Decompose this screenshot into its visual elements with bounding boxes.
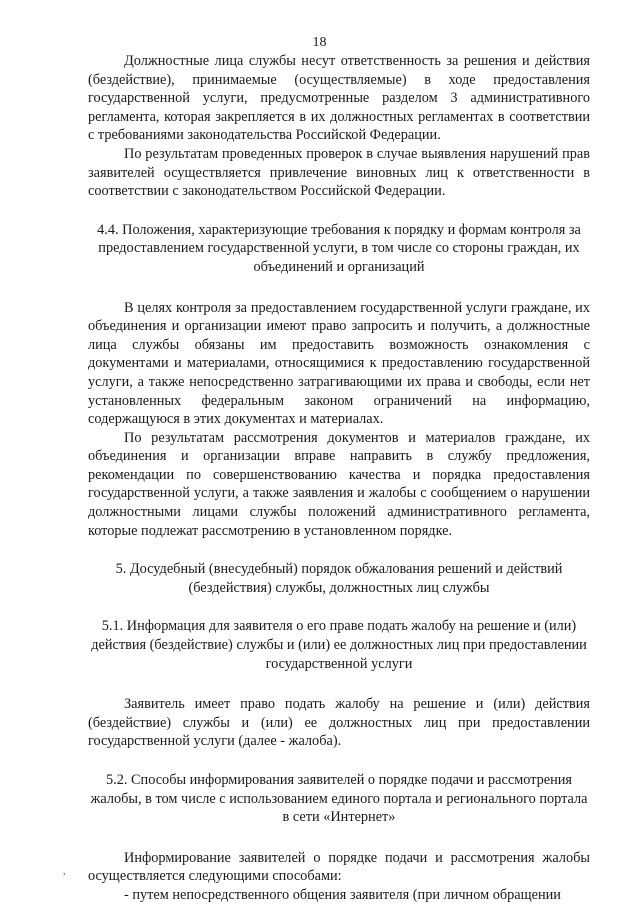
section-heading-5: 5. Досудебный (внесудебный) порядок обжалования решений и действий (бездействия) службы, должностных лиц службы	[115, 561, 563, 596]
section-heading-5-1: 5.1. Информация для заявителя о его праве подать жалобу на решение и (или) действия (бездействие) службы и (или) ее должностных лиц при предоставлении государственной услуги	[91, 618, 587, 672]
list-item-direct-contact: - путем непосредственного общения заявителя (при личном обращении	[124, 886, 561, 903]
paragraph-inspection-results: По результатам проведенных проверок в случае выявления нарушений прав заявителей осуществляется привлечение виновных лиц к ответственности в соответствии с законодательством Российской Федерации.	[88, 145, 590, 200]
paragraph-informing-methods: Информирование заявителей о порядке подачи и рассмотрения жалобы осуществляется следующими способами:	[88, 849, 590, 885]
scan-speck: ,	[63, 866, 66, 877]
section-heading-5-2: 5.2. Способы информирования заявителей о порядке подачи и рассмотрения жалобы, в том числе с использованием единого портала и регионального портала в сети «Интернет»	[90, 772, 588, 826]
paragraph-review-results: По результатам рассмотрения документов и материалов граждане, их объединения и организации вправе направить в службу предложения, рекомендации по совершенствованию качества и порядка предоставления государственной услуги, а также заявления и жалобы с сообщением о нарушении должностными лицами службы положений административного регламента, которые подлежат рассмотрению в установленном порядке.	[88, 429, 590, 539]
page-number: 18	[312, 35, 327, 50]
page-content	[88, 52, 590, 905]
paragraph-complaint-right: Заявитель имеет право подать жалобу на решение и (или) действия (бездействие) службы и (или) ее должностных лиц при предоставлении государственной услуги (далее - жалоба).	[88, 696, 590, 750]
paragraph-officials-responsibility: Должностные лица службы несут ответственность за решения и действия (бездействие), принимаемые (осуществляемые) в ходе предоставления государственной услуги, предусмотренные разделом 3 административного регламента, которая закрепляется в их должностных регламентах в соответствии с требованиями законодательства Российской Федерации.	[88, 53, 590, 144]
paragraph-citizen-control: В целях контроля за предоставлением государственной услуги граждане, их объединения и организации имеют право запросить и получить, а должностные лица службы обязаны им предоставить возможность ознакомления с документами и материалами, относящимися к предоставлению государственной услуги, а также непосредственно затрагивающими их права и свободы, если нет установленных федеральным законом ограничений на информацию, содержащуюся в этих документах и материалах.	[88, 299, 590, 428]
section-heading-4-4: 4.4. Положения, характеризующие требования к порядку и формам контроля за предоставлением государственной услуги, в том числе со стороны граждан, их объединений и организаций	[97, 221, 581, 275]
